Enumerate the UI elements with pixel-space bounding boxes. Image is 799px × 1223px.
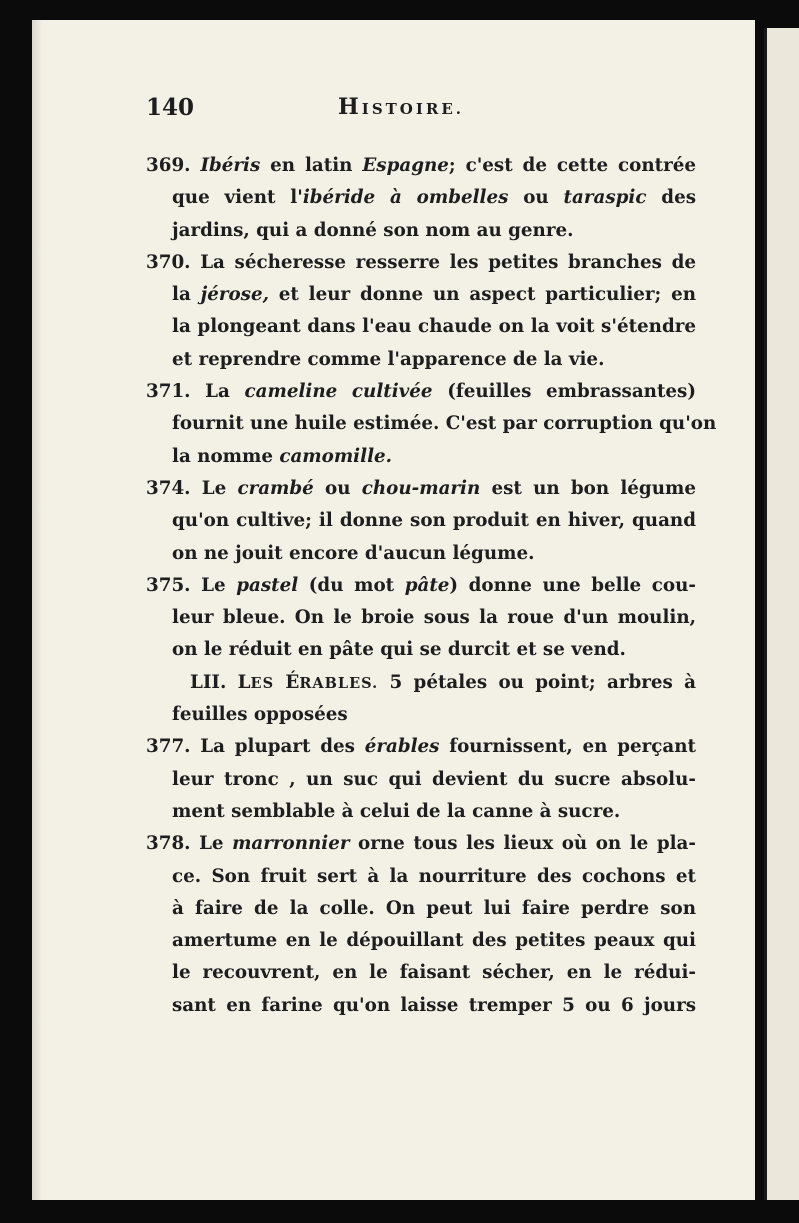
entry-378-line-4: amertume en le dépouillant des petites peaux qui [172,930,696,952]
entry-374-line-3: on ne jouit encore d'aucun légume. [172,542,535,564]
entry-369-line-2: que vient l'ibéride à ombelles ou taraspic des [172,187,696,209]
section-heading-erables: LII. LES ÉRABLES. 5 pétales ou point; arbres à [190,671,696,693]
entry-370-line-4: et reprendre comme l'apparence de la vie. [172,348,605,370]
adjacent-page-edge [764,28,799,1200]
entry-378-line-1: 378. Le marronnier orne tous les lieux où on le pla- [146,833,696,855]
entry-378-line-5: le recouvrent, en le faisant sécher, en le rédui- [172,962,696,984]
entry-377-line-1: 377. La plupart des érables fournissent, en perçant [146,736,696,758]
entry-378-line-2: ce. Son fruit sert à la nourriture des cochons et [172,865,696,887]
entry-374-line-1: 374. Le crambé ou chou-marin est un bon légume [146,477,696,499]
entry-378-line-6: sant en farine qu'on laisse tremper 5 ou 6 jours [172,994,696,1016]
entry-number: 371. [146,381,191,403]
entry-377-line-3: ment semblable à celui de la canne à sucre. [172,800,621,822]
page-number: 140 [146,94,195,121]
entry-369-line-1: 369. Ibéris en latin Espagne; c'est de cette contrée [146,155,696,176]
entry-371-line-3: la nomme camomille. [172,445,393,467]
entry-371-line-2: fournit une huile estimée. C'est par corruption qu'on [172,413,717,435]
entry-370-line-3: la plongeant dans l'eau chaude on la voit s'étendre [172,316,696,338]
entry-370-line-2: la jérose, et leur donne un aspect particulier; en [172,284,697,306]
body-text [146,150,717,1022]
entry-375-line-2: leur bleue. On le broie sous la roue d'un moulin, [172,607,696,629]
page-gutter-shadow [32,20,42,1200]
entry-375-line-3: on le réduit en pâte qui se durcit et se vend. [172,639,626,661]
section-line-2: feuilles opposées [172,704,348,726]
page-header [146,94,706,128]
entry-number: 369. [146,155,191,176]
entry-number: 377. [146,736,191,758]
entry-377-line-2: leur tronc , un suc qui devient du sucre absolu- [172,768,696,790]
entry-374-line-2: qu'on cultive; il donne son produit en hiver, quand [172,510,696,532]
entry-370-line-1: 370. La sécheresse resserre les petites branches de [146,251,696,273]
entry-number: 375. [146,574,191,596]
entry-371-line-1: 371. La cameline cultivée (feuilles embrassantes) [146,381,696,403]
entry-number: 370. [146,251,191,273]
entry-378-line-3: à faire de la colle. On peut lui faire perdre son [172,897,696,919]
entry-number: 378. [146,833,191,855]
entry-number: 374. [146,477,191,499]
entry-369-line-3: jardins, qui a donné son nom au genre. [172,219,574,241]
entry-375-line-1: 375. Le pastel (du mot pâte) donne une belle cou- [146,574,696,596]
running-head: HISTOIRE. [338,94,465,120]
